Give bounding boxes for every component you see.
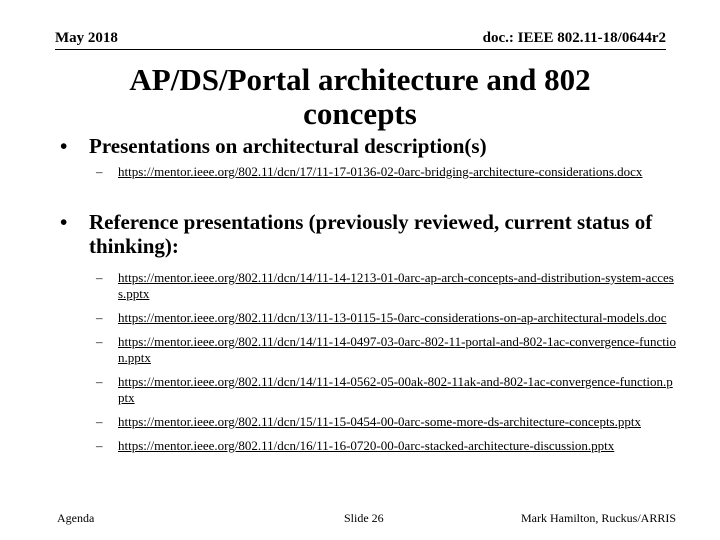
dash-marker: – <box>96 164 103 179</box>
presentations-link-list <box>96 164 676 188</box>
list-item <box>96 438 676 454</box>
bullet-text: Reference presentations (previously reviewed, current status of thinking): <box>89 210 653 258</box>
header-date: May 2018 <box>55 30 118 46</box>
bullet-text: Presentations on architectural description(s) <box>89 134 487 158</box>
list-item <box>96 334 676 366</box>
dash-marker: – <box>96 414 103 429</box>
dash-marker: – <box>96 334 103 349</box>
footer-agenda: Agenda <box>57 511 95 525</box>
bullet-marker: • <box>60 134 68 158</box>
header-doc-id: doc.: IEEE 802.11-18/0644r2 <box>482 30 666 46</box>
list-item <box>96 270 676 302</box>
list-item <box>96 374 676 406</box>
dash-marker: – <box>96 374 103 389</box>
bullet-marker: • <box>60 210 68 234</box>
document-link[interactable]: https://mentor.ieee.org/802.11/dcn/13/11-13-0115-15-0arc-considerations-on-ap-architectural-models.doc <box>118 310 667 325</box>
document-link[interactable]: https://mentor.ieee.org/802.11/dcn/14/11-14-0497-03-0arc-802-11-portal-and-802-1ac-convergence-function.pptx <box>118 334 676 365</box>
dash-marker: – <box>96 438 103 453</box>
footer-slide-number: Slide 26 <box>344 511 384 525</box>
list-item <box>96 164 676 180</box>
dash-marker: – <box>96 310 103 325</box>
document-link[interactable]: https://mentor.ieee.org/802.11/dcn/16/11-16-0720-00-0arc-stacked-architecture-discussion.pptx <box>118 438 615 453</box>
document-link[interactable]: https://mentor.ieee.org/802.11/dcn/14/11-14-1213-01-0arc-ap-arch-concepts-and-distribution-system-access.pptx <box>118 270 674 301</box>
footer-author: Mark Hamilton, Ruckus/ARRIS <box>521 511 676 525</box>
document-link[interactable]: https://mentor.ieee.org/802.11/dcn/17/11-17-0136-02-0arc-bridging-architecture-considerations.docx <box>118 164 643 179</box>
document-link[interactable]: https://mentor.ieee.org/802.11/dcn/14/11-14-0562-05-00ak-802-11ak-and-802-1ac-convergence-function.pptx <box>118 374 673 405</box>
list-item <box>96 310 676 326</box>
slide-title: AP/DS/Portal architecture and 802 concepts <box>129 62 591 131</box>
header-divider <box>55 49 666 50</box>
bullet-presentations <box>60 134 680 158</box>
list-item <box>96 414 676 430</box>
reference-link-list <box>96 270 676 462</box>
document-link[interactable]: https://mentor.ieee.org/802.11/dcn/15/11-15-0454-00-0arc-some-more-ds-architecture-concepts.pptx <box>118 414 641 429</box>
bullet-reference-presentations <box>60 210 680 258</box>
dash-marker: – <box>96 270 103 285</box>
